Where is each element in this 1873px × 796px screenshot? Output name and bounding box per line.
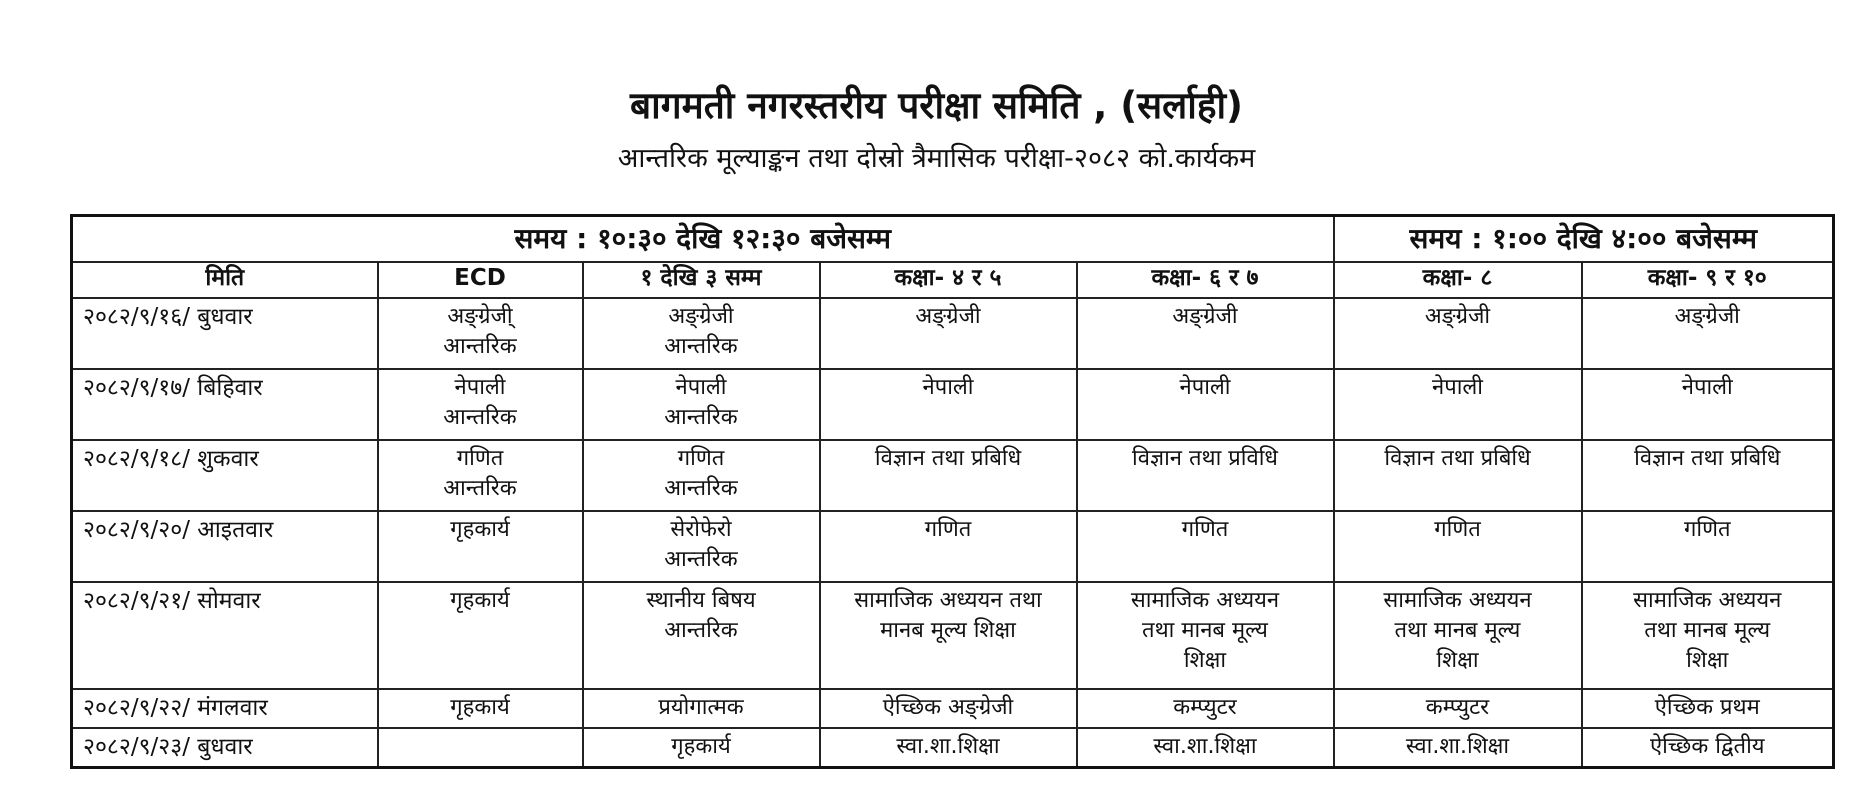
column-header-row (72, 262, 1834, 298)
subject-cell (1334, 511, 1582, 582)
subject-cell (583, 440, 820, 511)
subject-text: गणित (924, 517, 972, 542)
date-cell: २०८२/९/१८/ शुकवार (72, 440, 378, 511)
subject-cell (583, 511, 820, 582)
subject-text: आन्तरिक (664, 476, 738, 501)
subject-cell (583, 298, 820, 369)
subject-text: मानब मूल्य शिक्षा (880, 618, 1016, 643)
subject-text: आन्तरिक (443, 476, 517, 501)
page-title: बागमती नगरस्तरीय परीक्षा समिति , (सर्लाही) (630, 84, 1243, 127)
subject-text: विज्ञान तथा प्रविधि (1132, 446, 1278, 471)
subject-cell (1077, 689, 1334, 728)
subject-cell (1077, 440, 1334, 511)
subject-text: नेपाली (1431, 375, 1484, 400)
subject-text: गणित (1434, 517, 1481, 542)
subject-text: स्थानीय बिषय (646, 588, 756, 613)
subject-text: सामाजिक अध्ययन (1633, 588, 1782, 613)
subject-cell (1077, 582, 1334, 689)
subject-text: गणित (1181, 517, 1229, 542)
subject-text: गणित (677, 446, 725, 471)
subject-cell (1582, 689, 1834, 728)
date-cell: २०८२/९/१६/ बुधवार (72, 298, 378, 369)
subject-text: स्वा.शा.शिक्षा (1405, 734, 1510, 759)
subject-text: कम्प्युटर (1425, 695, 1490, 720)
date-cell: २०८२/९/२१/ सोमवार (72, 582, 378, 689)
subject-cell (1077, 511, 1334, 582)
time-row (72, 216, 1834, 263)
subject-text: गृहकार्य (450, 517, 510, 542)
subject-text: तथा मानब मूल्य (1394, 618, 1521, 643)
subject-cell (1582, 582, 1834, 689)
subject-text: तथा मानब मूल्य (1142, 618, 1268, 643)
date-cell: २०८२/९/२०/ आइतवार (72, 511, 378, 582)
subject-cell (1334, 440, 1582, 511)
subject-text: विज्ञान तथा प्रबिधि (1634, 446, 1781, 471)
subject-text: प्रयोगात्मक (658, 695, 744, 720)
subject-cell (378, 298, 583, 369)
subject-text: कम्प्युटर (1173, 695, 1237, 720)
subject-text: शिक्षा (1686, 648, 1729, 673)
subject-cell (1334, 689, 1582, 728)
subject-text: अङ्ग्रेजी (1674, 304, 1740, 329)
table-row (72, 369, 1834, 440)
subject-cell (1582, 728, 1834, 768)
subject-text: गणित (1683, 517, 1731, 542)
subject-cell (820, 298, 1077, 369)
column-header-grade-4-5: कक्षा- ४ र ५ (820, 262, 1077, 298)
subject-cell (583, 689, 820, 728)
subject-text: आन्तरिक (664, 405, 738, 430)
subject-text: आन्तरिक (664, 334, 738, 359)
column-header-grade-9-10: कक्षा- ९ र १० (1582, 262, 1834, 298)
table-row (72, 511, 1834, 582)
subject-text: शिक्षा (1436, 648, 1479, 673)
subject-cell (1582, 298, 1834, 369)
subject-text: विज्ञान तथा प्रबिधि (874, 446, 1022, 471)
subject-text: नेपाली (1179, 375, 1231, 400)
subject-text: नेपाली (1681, 375, 1733, 400)
subject-cell (378, 728, 583, 768)
subject-cell (378, 440, 583, 511)
subject-cell (820, 582, 1077, 689)
subject-text: अङ्ग्रेजी (1172, 304, 1238, 329)
subject-text: नेपाली (454, 375, 506, 400)
subject-cell (1077, 298, 1334, 369)
subject-text: तथा मानब मूल्य (1644, 618, 1771, 643)
subject-cell (1334, 728, 1582, 768)
subject-cell (1582, 511, 1834, 582)
exam-schedule-table (70, 214, 1835, 769)
subject-cell (378, 689, 583, 728)
subject-cell (583, 369, 820, 440)
subject-cell (820, 369, 1077, 440)
table-row (72, 689, 1834, 728)
subject-text: ऐच्छिक अङ्ग्रेजी (882, 695, 1014, 720)
subject-text: विज्ञान तथा प्रबिधि (1384, 446, 1531, 471)
column-header-grade-1-3: १ देखि ३ सम्म (583, 262, 820, 298)
subject-text: सेरोफेरो (670, 517, 732, 542)
subject-cell (1582, 369, 1834, 440)
subject-text: आन्तरिक (664, 547, 738, 572)
subject-text: अङ्ग्रेजी् (447, 304, 513, 329)
subject-cell (820, 440, 1077, 511)
table-row (72, 440, 1834, 511)
subject-text: गणित (456, 446, 504, 471)
table-row (72, 582, 1834, 689)
column-header-date: मिति (72, 262, 378, 298)
subject-cell (583, 728, 820, 768)
subject-cell (378, 582, 583, 689)
subject-text: सामाजिक अध्ययन (1383, 588, 1532, 613)
subject-text: सामाजिक अध्ययन तथा (854, 588, 1042, 613)
table-row (72, 298, 1834, 369)
column-header-grade-6-7: कक्षा- ६ र ७ (1077, 262, 1334, 298)
subject-text: गृहकार्य (671, 734, 731, 759)
page-subtitle: आन्तरिक मूल्याङ्कन तथा दोस्रो त्रैमासिक परीक्षा-२०८२ को.कार्यकम (617, 143, 1256, 174)
subject-text: ऐच्छिक द्वितीय (1649, 734, 1765, 759)
afternoon-time-header: समय : १:०० देखि ४:०० बजेसम्म (1334, 216, 1834, 263)
subject-text: गृहकार्य (450, 588, 510, 613)
column-header-ecd: ECD (378, 262, 583, 298)
subject-text: ऐच्छिक प्रथम (1654, 695, 1760, 720)
subject-text: आन्तरिक (443, 334, 517, 359)
subject-text: आन्तरिक (443, 405, 517, 430)
subject-cell (378, 369, 583, 440)
subject-cell (1077, 728, 1334, 768)
subject-cell (583, 582, 820, 689)
subject-text: अङ्ग्रेजी (1424, 304, 1491, 329)
subject-cell (1582, 440, 1834, 511)
subject-text: नेपाली (922, 375, 974, 400)
date-cell: २०८२/९/२२/ मंगलवार (72, 689, 378, 728)
subject-text: अङ्ग्रेजी (915, 304, 981, 329)
subject-cell (378, 511, 583, 582)
subject-text: गृहकार्य (450, 695, 510, 720)
subject-text: अङ्ग्रेजी (668, 304, 734, 329)
date-cell: २०८२/९/१७/ बिहिवार (72, 369, 378, 440)
subject-cell (820, 728, 1077, 768)
subject-text: सामाजिक अध्ययन (1130, 588, 1280, 613)
subject-cell (1334, 369, 1582, 440)
subject-text: स्वा.शा.शिक्षा (896, 734, 1000, 759)
subject-cell (1334, 298, 1582, 369)
subject-text: आन्तरिक (664, 618, 738, 643)
subject-text: स्वा.शा.शिक्षा (1153, 734, 1257, 759)
table-row (72, 728, 1834, 768)
subject-text: शिक्षा (1183, 648, 1227, 673)
subject-cell (820, 511, 1077, 582)
subject-cell (1077, 369, 1334, 440)
column-header-grade-8: कक्षा- ८ (1334, 262, 1582, 298)
morning-time-header: समय : १०:३० देखि १२:३० बजेसम्म (72, 216, 1334, 263)
subject-cell (820, 689, 1077, 728)
subject-cell (1334, 582, 1582, 689)
date-cell: २०८२/९/२३/ बुधवार (72, 728, 378, 768)
subject-text: नेपाली (675, 375, 727, 400)
